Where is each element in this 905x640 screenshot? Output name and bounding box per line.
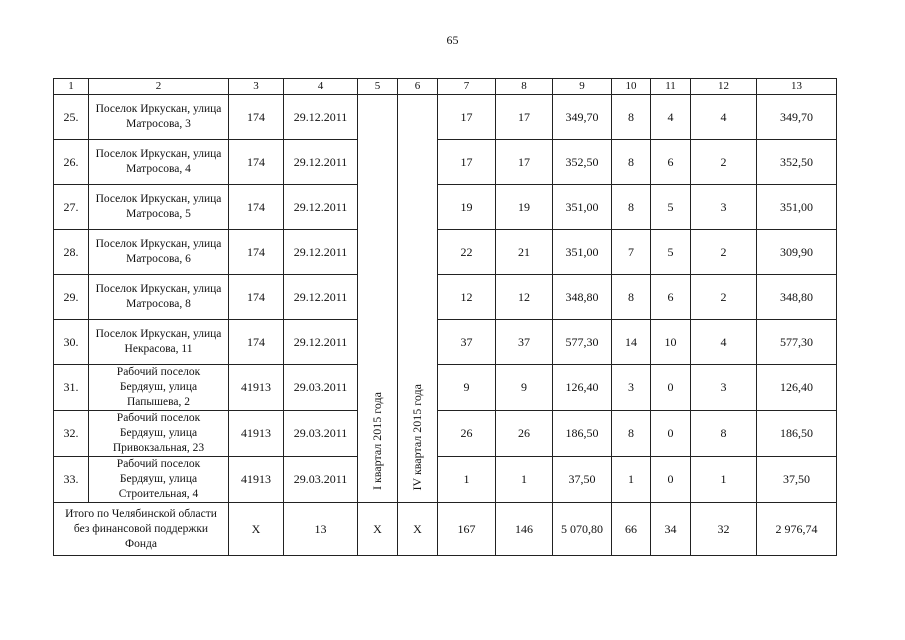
address-cell: Поселок Иркускан, улица Матросова, 6	[89, 230, 229, 275]
column-number: 4	[284, 79, 358, 95]
cell-col7: 37	[438, 320, 496, 365]
cell-col11: 5	[651, 230, 691, 275]
cell-col9: 577,30	[553, 320, 612, 365]
cell-col10: 8	[612, 140, 651, 185]
cell-col13: 352,50	[757, 140, 837, 185]
cell-col10: 8	[612, 275, 651, 320]
column-number: 8	[496, 79, 553, 95]
cell-col9: 37,50	[553, 457, 612, 503]
cell-col8: 26	[496, 411, 553, 457]
cell-col11: 6	[651, 140, 691, 185]
cell-col7: 9	[438, 365, 496, 411]
total-c13: 2 976,74	[757, 503, 837, 556]
cell-col10: 8	[612, 95, 651, 140]
quarter-end-text: IV квартал 2015 года	[410, 383, 424, 490]
cell-date: 29.03.2011	[284, 457, 358, 503]
cell-col9: 349,70	[553, 95, 612, 140]
cell-col11: 0	[651, 365, 691, 411]
cell-col13: 309,90	[757, 230, 837, 275]
cell-col11: 4	[651, 95, 691, 140]
cell-col7: 17	[438, 95, 496, 140]
cell-col12: 3	[691, 185, 757, 230]
column-number: 12	[691, 79, 757, 95]
cell-col12: 3	[691, 365, 757, 411]
cell-col7: 26	[438, 411, 496, 457]
total-label: Итого по Челябинской области без финансовой поддержки Фонда	[54, 503, 229, 556]
cell-col3: 174	[229, 185, 284, 230]
address-cell: Рабочий поселок Бердяуш, улица Строительная, 4	[89, 457, 229, 503]
cell-col8: 17	[496, 140, 553, 185]
row-number: 30.	[54, 320, 89, 365]
column-number: 1	[54, 79, 89, 95]
cell-col13: 351,00	[757, 185, 837, 230]
address-cell: Рабочий поселок Бердяуш, улица Привокзальная, 23	[89, 411, 229, 457]
cell-col7: 12	[438, 275, 496, 320]
column-number: 3	[229, 79, 284, 95]
cell-col3: 174	[229, 230, 284, 275]
cell-col7: 19	[438, 185, 496, 230]
cell-date: 29.12.2011	[284, 140, 358, 185]
cell-col9: 126,40	[553, 365, 612, 411]
address-cell: Поселок Иркускан, улица Некрасова, 11	[89, 320, 229, 365]
cell-date: 29.12.2011	[284, 230, 358, 275]
address-cell: Поселок Иркускан, улица Матросова, 4	[89, 140, 229, 185]
cell-date: 29.03.2011	[284, 411, 358, 457]
cell-col10: 3	[612, 365, 651, 411]
cell-col3: 174	[229, 95, 284, 140]
cell-col12: 2	[691, 275, 757, 320]
cell-col13: 126,40	[757, 365, 837, 411]
cell-col13: 348,80	[757, 275, 837, 320]
total-c6: X	[398, 503, 438, 556]
address-cell: Поселок Иркускан, улица Матросова, 8	[89, 275, 229, 320]
cell-col13: 349,70	[757, 95, 837, 140]
cell-col12: 2	[691, 140, 757, 185]
cell-col8: 12	[496, 275, 553, 320]
cell-col3: 174	[229, 275, 284, 320]
row-number: 29.	[54, 275, 89, 320]
total-c5: X	[358, 503, 398, 556]
cell-col8: 37	[496, 320, 553, 365]
total-c8: 146	[496, 503, 553, 556]
cell-col7: 17	[438, 140, 496, 185]
column-number-row	[54, 79, 837, 95]
cell-col3: 174	[229, 320, 284, 365]
total-c12: 32	[691, 503, 757, 556]
cell-col9: 351,00	[553, 185, 612, 230]
cell-col7: 22	[438, 230, 496, 275]
cell-col9: 348,80	[553, 275, 612, 320]
table-row	[54, 365, 837, 411]
cell-col12: 1	[691, 457, 757, 503]
table-row	[54, 140, 837, 185]
cell-col9: 351,00	[553, 230, 612, 275]
cell-col8: 19	[496, 185, 553, 230]
cell-col13: 37,50	[757, 457, 837, 503]
cell-col11: 10	[651, 320, 691, 365]
column-number: 10	[612, 79, 651, 95]
cell-col7: 1	[438, 457, 496, 503]
cell-date: 29.12.2011	[284, 95, 358, 140]
column-number: 11	[651, 79, 691, 95]
row-number: 26.	[54, 140, 89, 185]
cell-col8: 17	[496, 95, 553, 140]
cell-col3: 41913	[229, 457, 284, 503]
total-c7: 167	[438, 503, 496, 556]
cell-col8: 9	[496, 365, 553, 411]
cell-col10: 8	[612, 411, 651, 457]
cell-col10: 7	[612, 230, 651, 275]
page-number: 65	[446, 33, 459, 47]
cell-col10: 14	[612, 320, 651, 365]
column-number: 2	[89, 79, 229, 95]
cell-col11: 6	[651, 275, 691, 320]
column-number: 6	[398, 79, 438, 95]
address-cell: Поселок Иркускан, улица Матросова, 5	[89, 185, 229, 230]
address-cell: Поселок Иркускан, улица Матросова, 3	[89, 95, 229, 140]
table-row	[54, 275, 837, 320]
total-c3: X	[229, 503, 284, 556]
row-number: 33.	[54, 457, 89, 503]
quarter-end-cell	[398, 95, 438, 503]
cell-col12: 4	[691, 95, 757, 140]
cell-col10: 1	[612, 457, 651, 503]
row-number: 31.	[54, 365, 89, 411]
table-row	[54, 185, 837, 230]
cell-date: 29.12.2011	[284, 185, 358, 230]
row-number: 28.	[54, 230, 89, 275]
cell-col12: 8	[691, 411, 757, 457]
total-c10: 66	[612, 503, 651, 556]
total-c4: 13	[284, 503, 358, 556]
cell-col13: 577,30	[757, 320, 837, 365]
total-c9: 5 070,80	[553, 503, 612, 556]
cell-col12: 4	[691, 320, 757, 365]
cell-col11: 0	[651, 457, 691, 503]
total-row	[54, 503, 837, 556]
cell-date: 29.03.2011	[284, 365, 358, 411]
row-number: 25.	[54, 95, 89, 140]
cell-col8: 21	[496, 230, 553, 275]
address-cell: Рабочий поселок Бердяуш, улица Папышева, 2	[89, 365, 229, 411]
quarter-start-text: I квартал 2015 года	[370, 391, 384, 490]
cell-col8: 1	[496, 457, 553, 503]
column-number: 9	[553, 79, 612, 95]
housing-table	[53, 78, 837, 556]
cell-col3: 41913	[229, 411, 284, 457]
quarter-start-cell	[358, 95, 398, 503]
cell-col11: 0	[651, 411, 691, 457]
cell-col13: 186,50	[757, 411, 837, 457]
total-c11: 34	[651, 503, 691, 556]
table-row	[54, 411, 837, 457]
cell-col9: 186,50	[553, 411, 612, 457]
table-row	[54, 95, 837, 140]
column-number: 7	[438, 79, 496, 95]
column-number: 5	[358, 79, 398, 95]
table-row	[54, 320, 837, 365]
cell-col3: 41913	[229, 365, 284, 411]
cell-col11: 5	[651, 185, 691, 230]
row-number: 32.	[54, 411, 89, 457]
cell-col3: 174	[229, 140, 284, 185]
table-row	[54, 230, 837, 275]
row-number: 27.	[54, 185, 89, 230]
column-number: 13	[757, 79, 837, 95]
cell-date: 29.12.2011	[284, 320, 358, 365]
cell-col9: 352,50	[553, 140, 612, 185]
cell-col10: 8	[612, 185, 651, 230]
table-row	[54, 457, 837, 503]
cell-col12: 2	[691, 230, 757, 275]
cell-date: 29.12.2011	[284, 275, 358, 320]
